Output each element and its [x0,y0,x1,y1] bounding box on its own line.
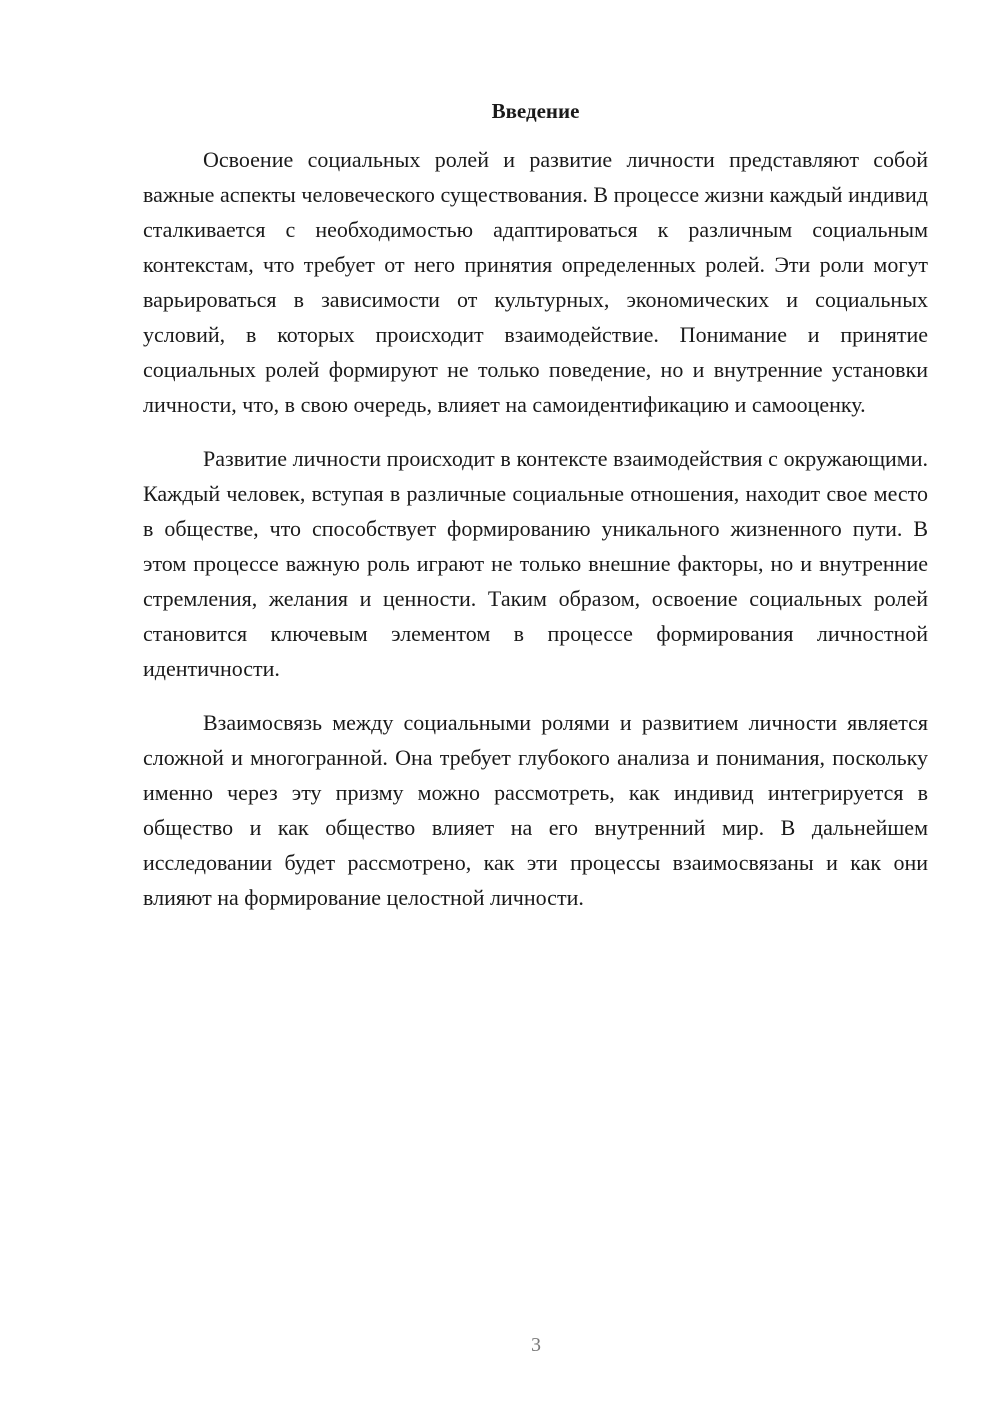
paragraph-2: Развитие личности происходит в контексте взаимодействия с окружающими. Каждый человек, вступая в различные социальные отношения, находит свое место в обществе, что способствует формированию уникального жизненного пути. В этом процессе важную роль играют не только внешние факторы, но и внутренние стремления, желания и ценности. Таким образом, освоение социальных ролей становится ключевым элементом в процессе формирования личностной идентичности. [143,446,928,681]
paragraph-1: Освоение социальных ролей и развитие личности представляют собой важные аспекты человеческого существования. В процессе жизни каждый индивид сталкивается с необходимостью адаптироваться к различным социальным контекстам, что требует от него принятия определенных ролей. Эти роли могут варьироваться в зависимости от культурных, экономических и социальных условий, в которых происходит взаимодействие. Понимание и принятие социальных ролей формируют не только поведение, но и внутренние установки личности, что, в свою очередь, влияет на самоидентификацию и самооценку. [143,147,928,417]
page-number: 3 [531,1334,541,1356]
document-body [143,142,928,934]
paragraph-3: Взаимосвязь между социальными ролями и развитием личности является сложной и многогранной. Она требует глубокого анализа и понимания, поскольку именно через эту призму можно рассмотреть, как индивид интегрируется в общество и как общество влияет на его внутренний мир. В дальнейшем исследовании будет рассмотрено, как эти процессы взаимосвязаны и как они влияют на формирование целостной личности. [143,710,928,910]
page-title: Введение [491,99,580,123]
